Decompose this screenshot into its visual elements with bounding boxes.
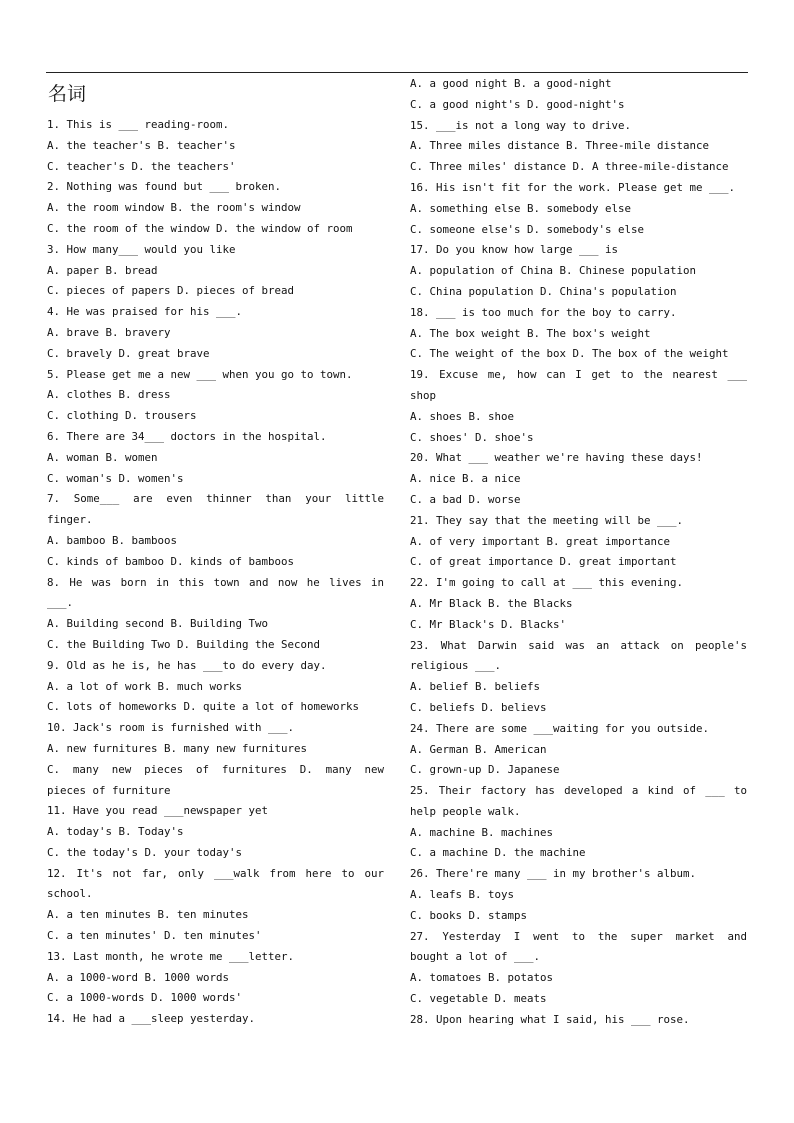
left-column <box>47 115 384 1030</box>
text-line: A. paper B. bread <box>47 263 158 277</box>
text-line: school. <box>47 887 93 901</box>
text-line: 14. He had a ___sleep yesterday. <box>47 1012 256 1026</box>
text-line: 20. What ___ weather we're having these days! <box>410 451 703 465</box>
text-line: 26. There're many ___ in my brother's album. <box>410 867 697 881</box>
text-line: A. shoes B. shoe <box>410 409 515 423</box>
text-line: C. books D. stamps <box>410 908 528 922</box>
text-line: C. Mr Black's D. Blacks' <box>410 617 567 631</box>
text-line: C. woman's D. women's <box>47 471 184 485</box>
text-line: C. grown-up D. Japanese <box>410 763 560 777</box>
text-line: A. belief B. beliefs <box>410 680 541 694</box>
text-line: 28. Upon hearing what I said, his ___ rose. <box>410 1012 690 1026</box>
text-line: 25. Their factory has developed a kind of ___ to <box>410 784 747 798</box>
text-line: C. the Building Two D. Building the Second <box>47 637 321 651</box>
text-line: ___. <box>47 596 74 610</box>
text-line: C. The weight of the box D. The box of the weight <box>410 347 729 361</box>
text-line: C. teacher's D. the teachers' <box>47 159 236 173</box>
text-line: 10. Jack's room is furnished with ___. <box>47 721 295 735</box>
text-line: A. something else B. somebody else <box>410 201 632 215</box>
text-line: C. a machine D. the machine <box>410 846 586 860</box>
text-line: C. a good night's D. good-night's <box>410 97 625 111</box>
text-line: 5. Please get me a new ___ when you go to town. <box>47 367 353 381</box>
text-line: pieces of furniture <box>47 783 171 797</box>
text-line: C. a ten minutes' D. ten minutes' <box>47 929 262 943</box>
text-line: C. many new pieces of furnitures D. many new <box>47 762 384 776</box>
text-line: 9. Old as he is, he has ___to do every day. <box>47 658 327 672</box>
text-line: C. beliefs D. believs <box>410 700 547 714</box>
page-title: 名词 <box>48 83 87 105</box>
text-line: 15. ___is not a long way to drive. <box>410 118 632 132</box>
text-line: 21. They say that the meeting will be ___. <box>410 513 684 527</box>
text-line: finger. <box>47 513 93 527</box>
text-line: 11. Have you read ___newspaper yet <box>47 804 269 818</box>
text-line: C. bravely D. great brave <box>47 346 210 360</box>
text-line: help people walk. <box>410 804 521 818</box>
text-line: A. today's B. Today's <box>47 825 184 839</box>
text-line: C. lots of homeworks D. quite a lot of homeworks <box>47 700 360 714</box>
text-line: C. vegetable D. meats <box>410 992 547 1006</box>
text-line: 17. Do you know how large ___ is <box>410 243 619 257</box>
text-line: A. Building second B. Building Two <box>47 617 269 631</box>
text-line: 4. He was praised for his ___. <box>47 305 243 319</box>
text-line: 18. ___ is too much for the boy to carry. <box>410 305 677 319</box>
text-line: C. the room of the window D. the window of room <box>47 221 353 235</box>
text-line: A. brave B. bravery <box>47 325 171 339</box>
text-line: A. a good night B. a good-night <box>410 77 612 90</box>
text-line: 16. His isn't fit for the work. Please get me ___. <box>410 180 736 194</box>
text-line: A. Three miles distance B. Three-mile distance <box>410 139 710 153</box>
text-line: C. a bad D. worse <box>410 492 521 506</box>
text-line: 13. Last month, he wrote me ___letter. <box>47 949 295 963</box>
text-line: C. of great importance D. great important <box>410 555 677 569</box>
text-line: 3. How many___ would you like <box>47 242 236 256</box>
text-line: A. machine B. machines <box>410 825 554 839</box>
text-line: A. the room window B. the room's window <box>47 201 301 215</box>
text-line: A. German B. American <box>410 742 547 756</box>
text-line: C. a 1000-words D. 1000 words' <box>47 991 243 1005</box>
text-line: A. The box weight B. The box's weight <box>410 326 651 340</box>
text-line: A. new furnitures B. many new furnitures <box>47 741 308 755</box>
text-line: 22. I'm going to call at ___ this evening. <box>410 576 684 590</box>
text-line: 1. This is ___ reading-room. <box>47 118 230 131</box>
text-line: C. shoes' D. shoe's <box>410 430 534 444</box>
text-line: 8. He was born in this town and now he lives in <box>47 575 384 589</box>
text-line: C. Three miles' distance D. A three-mile-distance <box>410 160 729 174</box>
text-line: bought a lot of ___. <box>410 950 541 964</box>
text-line: A. population of China B. Chinese population <box>410 264 697 278</box>
text-line: C. the today's D. your today's <box>47 845 243 859</box>
text-line: A. nice B. a nice <box>410 472 521 486</box>
text-line: A. a ten minutes B. ten minutes <box>47 908 249 922</box>
text-line: 23. What Darwin said was an attack on people's <box>410 638 747 652</box>
text-line: A. tomatoes B. potatos <box>410 971 554 985</box>
text-line: 7. Some___ are even thinner than your little <box>47 492 384 506</box>
text-line: A. bamboo B. bamboos <box>47 533 178 547</box>
text-line: C. pieces of papers D. pieces of bread <box>47 284 295 298</box>
text-line: 24. There are some ___waiting for you outside. <box>410 721 710 735</box>
text-line: 6. There are 34___ doctors in the hospital. <box>47 429 327 443</box>
text-line: A. clothes B. dress <box>47 388 171 402</box>
text-line: 12. It's not far, only ___walk from here to our <box>47 866 384 880</box>
text-line: C. China population D. China's population <box>410 284 677 298</box>
text-line: 19. Excuse me, how can I get to the nearest ___ <box>410 368 747 382</box>
header-rule <box>46 72 748 73</box>
text-line: A. the teacher's B. teacher's <box>47 138 236 152</box>
text-line: A. a lot of work B. much works <box>47 679 243 693</box>
text-line: C. clothing D. trousers <box>47 409 197 423</box>
right-column <box>410 74 747 1031</box>
text-line: 27. Yesterday I went to the super market and <box>410 929 747 943</box>
text-line: A. woman B. women <box>47 450 158 464</box>
text-line: 2. Nothing was found but ___ broken. <box>47 180 282 194</box>
text-line: A. leafs B. toys <box>410 888 515 902</box>
text-line: A. Mr Black B. the Blacks <box>410 596 573 610</box>
text-line: A. a 1000-word B. 1000 words <box>47 970 230 984</box>
text-line: shop <box>410 388 437 402</box>
text-line: A. of very important B. great importance <box>410 534 671 548</box>
text-line: C. kinds of bamboo D. kinds of bamboos <box>47 554 295 568</box>
text-line: religious ___. <box>410 659 502 673</box>
text-line: C. someone else's D. somebody's else <box>410 222 645 236</box>
